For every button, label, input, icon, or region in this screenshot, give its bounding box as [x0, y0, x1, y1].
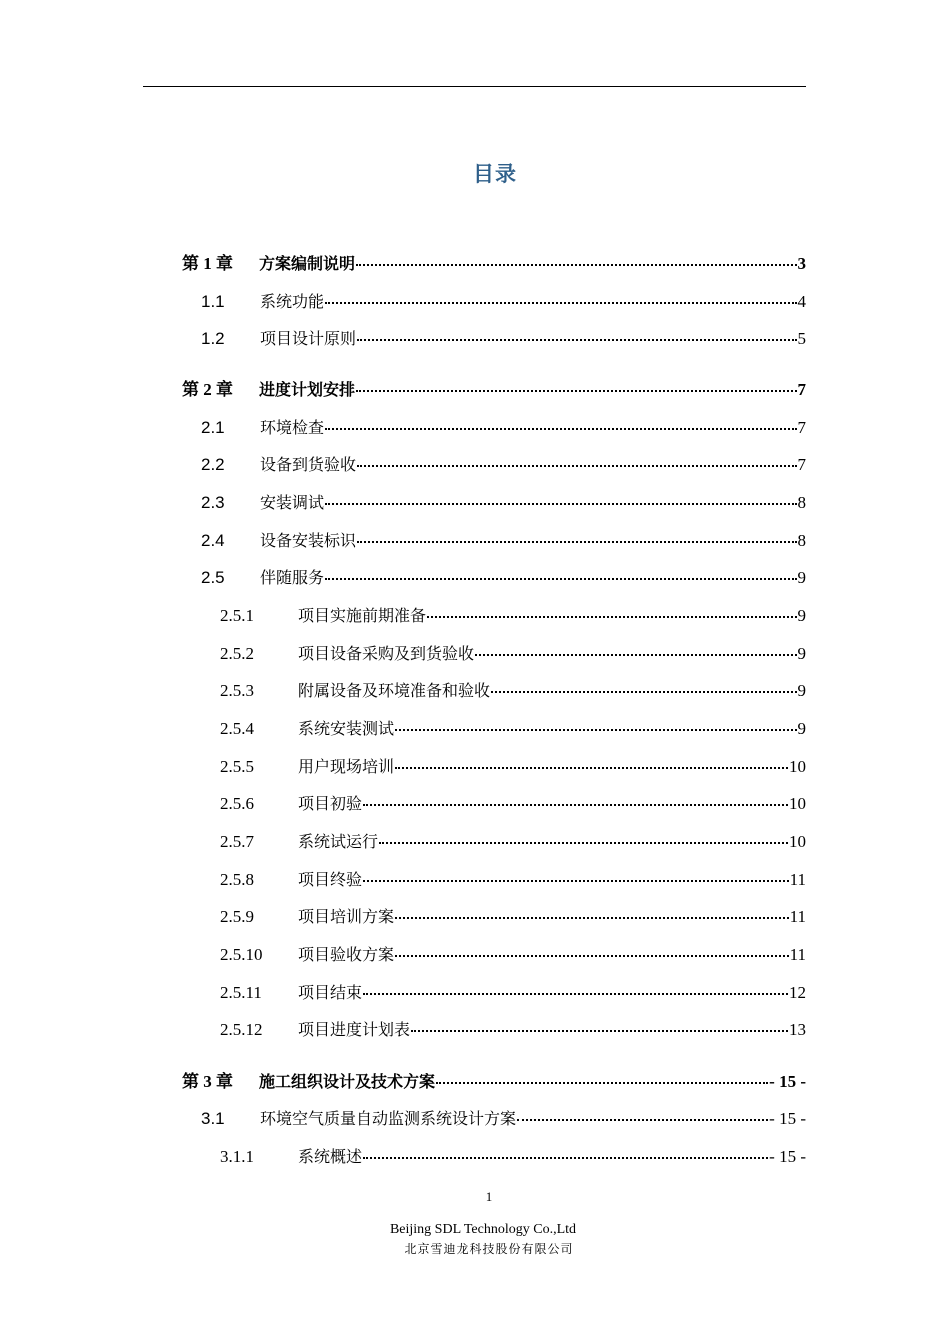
footer-page-number: 1 — [485, 1189, 493, 1204]
toc-entry-title: 设备到货验收 — [260, 455, 357, 474]
toc-entry-page: 7 — [797, 380, 806, 399]
toc-entry-number: 2.5.2 — [220, 644, 254, 663]
toc-dot-leader — [356, 264, 796, 266]
toc-dot-leader — [325, 428, 796, 430]
toc-entry-title: 环境检查 — [260, 418, 325, 437]
toc-entry-title: 用户现场培训 — [298, 757, 395, 776]
toc-entry-number: 1.2 — [201, 329, 225, 348]
toc-dot-leader — [357, 465, 796, 467]
toc-entry-page: 8 — [797, 493, 806, 512]
toc-entry-page: - 15 - — [769, 1147, 806, 1166]
toc-entry[interactable] — [220, 642, 806, 666]
toc-dot-leader — [395, 767, 788, 769]
toc-entry-number: 2.5.10 — [220, 945, 263, 964]
toc-entry-number: 2.5.4 — [220, 719, 254, 738]
toc-entry-title: 施工组织设计及技术方案 — [259, 1072, 436, 1091]
header-rule — [143, 86, 806, 87]
toc-entry[interactable] — [201, 491, 806, 515]
toc-entry-page: 11 — [789, 870, 806, 889]
toc-entry-title: 项目设计原则 — [260, 329, 357, 348]
toc-dot-leader — [363, 1157, 768, 1159]
toc-entry-number: 3.1.1 — [220, 1147, 254, 1166]
toc-entry-title: 系统安装测试 — [298, 719, 395, 738]
toc-dot-leader — [325, 578, 796, 580]
toc-entry-page: 7 — [797, 455, 806, 474]
toc-dot-leader — [363, 993, 788, 995]
toc-entry[interactable] — [220, 604, 806, 628]
toc-entry-page: 12 — [789, 983, 806, 1002]
toc-entry-number: 2.3 — [201, 493, 225, 512]
toc-entry[interactable] — [182, 252, 806, 276]
toc-entry-page: 9 — [797, 568, 806, 587]
toc-entry-number: 2.5.12 — [220, 1020, 263, 1039]
toc-dot-leader — [363, 880, 789, 882]
toc-entry-page: - 15 - — [769, 1109, 806, 1128]
toc-entry-title: 项目验收方案 — [298, 945, 395, 964]
toc-entry-page: 7 — [797, 418, 806, 437]
toc-entry-number: 2.4 — [201, 531, 225, 550]
toc-entry-page: - 15 - — [769, 1072, 806, 1091]
toc-entry[interactable] — [220, 1145, 806, 1169]
toc-entry-title: 项目培训方案 — [298, 907, 395, 926]
footer-company-en: Beijing SDL Technology Co.,Ltd — [389, 1222, 577, 1237]
toc-entry[interactable] — [201, 529, 806, 553]
toc-entry-title: 进度计划安排 — [259, 380, 356, 399]
toc-entry-number: 2.5.5 — [220, 757, 254, 776]
toc-entry-title: 项目初验 — [298, 794, 363, 813]
toc-entry-title: 系统试运行 — [298, 832, 379, 851]
toc-entry[interactable] — [220, 755, 806, 779]
toc-entry-title: 系统功能 — [260, 292, 325, 311]
toc-entry[interactable] — [220, 717, 806, 741]
toc-dot-leader — [436, 1082, 768, 1084]
toc-entry-number: 第 3 章 — [182, 1072, 233, 1091]
toc-entry-title: 伴随服务 — [260, 568, 325, 587]
toc-entry-page: 10 — [789, 832, 806, 851]
toc-entry-number: 2.5.11 — [220, 983, 262, 1002]
toc-entry[interactable] — [220, 1018, 806, 1042]
toc-entry-title: 项目实施前期准备 — [298, 606, 427, 625]
toc-entry-number: 第 2 章 — [182, 380, 233, 399]
toc-entry-title: 安装调试 — [260, 493, 325, 512]
toc-entry-title: 项目进度计划表 — [298, 1020, 411, 1039]
toc-entry-page: 10 — [789, 757, 806, 776]
toc-entry-page: 11 — [789, 945, 806, 964]
toc-entry-page: 9 — [797, 719, 806, 738]
toc-entry-number: 2.5.9 — [220, 907, 254, 926]
toc-entry-page: 9 — [797, 606, 806, 625]
toc-dot-leader — [357, 339, 796, 341]
toc-entry-number: 第 1 章 — [182, 254, 233, 273]
toc-entry-title: 项目终验 — [298, 870, 363, 889]
toc-entry-number: 1.1 — [201, 292, 225, 311]
toc-entry[interactable] — [220, 868, 806, 892]
toc-entry-page: 5 — [797, 329, 806, 348]
toc-entry-number: 2.5.1 — [220, 606, 254, 625]
toc-entry-title: 项目结束 — [298, 983, 363, 1002]
toc-entry-page: 9 — [797, 644, 806, 663]
toc-entry[interactable] — [201, 566, 806, 590]
toc-entry[interactable] — [220, 679, 806, 703]
toc-dot-leader — [395, 729, 796, 731]
toc-entry-page: 9 — [797, 681, 806, 700]
toc-entry-title: 方案编制说明 — [259, 254, 356, 273]
toc-entry-number: 2.5.7 — [220, 832, 254, 851]
toc-entry-number: 2.5.3 — [220, 681, 254, 700]
toc-entry-number: 2.5.8 — [220, 870, 254, 889]
toc-entry-title: 项目设备采购及到货验收 — [298, 644, 475, 663]
toc-dot-leader — [427, 616, 796, 618]
toc-entry[interactable] — [220, 981, 806, 1005]
toc-entry[interactable] — [201, 327, 806, 351]
toc-entry[interactable] — [182, 378, 806, 402]
toc-entry[interactable] — [201, 453, 806, 477]
toc-entry[interactable] — [220, 905, 806, 929]
toc-dot-leader — [411, 1030, 788, 1032]
toc-entry-number: 3.1 — [201, 1109, 225, 1128]
toc-entry-page: 4 — [797, 292, 806, 311]
toc-entry-number: 2.1 — [201, 418, 225, 437]
footer-company-cn: 北京雪迪龙科技股份有限公司 — [404, 1242, 574, 1256]
toc-entry[interactable] — [201, 1107, 806, 1131]
toc-entry-number: 2.5.6 — [220, 794, 254, 813]
toc-entry-title: 设备安装标识 — [260, 531, 357, 550]
toc-dot-leader — [357, 541, 796, 543]
toc-entry-title: 环境空气质量自动监测系统设计方案 — [260, 1109, 517, 1128]
toc-dot-leader — [491, 691, 796, 693]
toc-entry-title: 附属设备及环境准备和验收 — [298, 681, 491, 700]
toc-dot-leader — [325, 302, 796, 304]
toc-entry[interactable] — [182, 1070, 806, 1094]
toc-entry-page: 8 — [797, 531, 806, 550]
toc-entry[interactable] — [220, 830, 806, 854]
toc-entry-page: 11 — [789, 907, 806, 926]
toc-dot-leader — [379, 842, 788, 844]
toc-dot-leader — [475, 654, 796, 656]
toc-dot-leader — [395, 955, 789, 957]
toc-entry-title: 系统概述 — [298, 1147, 363, 1166]
toc-entry-number: 2.5 — [201, 568, 225, 587]
toc-entry-page: 13 — [789, 1020, 806, 1039]
toc-entry[interactable] — [220, 943, 806, 967]
toc-dot-leader — [517, 1119, 768, 1121]
toc-entry-page: 3 — [797, 254, 806, 273]
toc-dot-leader — [325, 503, 796, 505]
toc-entry[interactable] — [201, 416, 806, 440]
toc-entry[interactable] — [220, 792, 806, 816]
toc-dot-leader — [363, 804, 788, 806]
toc-entry[interactable] — [201, 290, 806, 314]
toc-entry-page: 10 — [789, 794, 806, 813]
toc-dot-leader — [356, 390, 796, 392]
toc-entry-number: 2.2 — [201, 455, 225, 474]
toc-title: 目录 — [473, 162, 517, 186]
toc-dot-leader — [395, 917, 789, 919]
